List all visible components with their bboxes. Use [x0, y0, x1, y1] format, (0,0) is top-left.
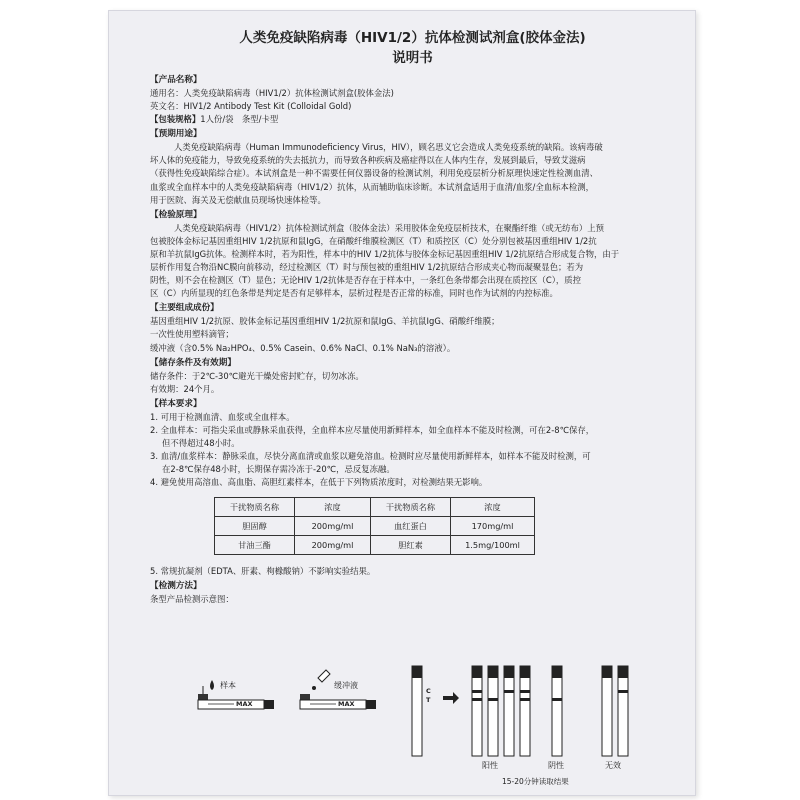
sample-item: 2. 全血样本：可指尖采血或静脉采血获得，全血样本应尽量使用新鲜样本，如全血样本不能及时检测，可在2-8℃保存， — [150, 424, 595, 435]
table-row — [215, 517, 535, 536]
section-components: 【主要组成成份】 — [150, 303, 219, 314]
principle-line: 区（C）内所显现的红色条带是判定是否有足够样本，层析过程是否正常的标准，同时也作为试剂的内控标准。 — [150, 288, 558, 299]
table-cell: 胆固醇 — [215, 517, 295, 536]
section-sample: 【样本要求】 — [150, 398, 202, 409]
package-spec-row — [150, 113, 675, 126]
table-cell: 170mg/ml — [451, 517, 535, 536]
sample-item: 4. 避免使用高溶血、高血脂、高胆红素样本，在低于下列物质浓度时，对检测结果无影响。 — [150, 477, 488, 488]
sample-item: 但不得超过48小时。 — [162, 437, 240, 448]
table-header: 浓度 — [451, 498, 535, 517]
table-cell: 胆红素 — [371, 536, 451, 555]
c-marker: C — [426, 687, 431, 695]
principle-line: 原和羊抗鼠IgG抗体。检测样本时，若为阳性，样本中的HIV 1/2抗体与胶体金标记基因重组HIV 1/2抗原结合形成复合物，由于 — [150, 248, 620, 259]
english-name: 英文名：HIV1/2 Antibody Test Kit (Colloidal Gold) — [150, 101, 352, 112]
document-subtitle: 说明书 — [392, 50, 433, 66]
max-marker: MAX — [236, 700, 253, 708]
section-product-name: 【产品名称】 — [150, 75, 202, 85]
max-marker: MAX — [338, 700, 355, 708]
table-header: 干扰物质名称 — [215, 498, 295, 517]
intended-line: 血浆或全血样本中的人类免疫缺陷病毒（HIV1/2）抗体，从而辅助临床诊断。本试剂盒适用于血清/血浆/全血标本检测， — [150, 181, 594, 192]
section-method: 【检测方法】 — [150, 581, 202, 592]
principle-line: 包被胶体金标记基因重组HIV 1/2抗原和鼠IgG，在硝酸纤维膜检测区（T）和质控区（C）处分别包被基因重组HIV 1/2抗 — [150, 235, 597, 246]
interference-table — [214, 497, 535, 555]
section-principle: 【检验原理】 — [150, 209, 202, 220]
section-package: 【包装规格】 — [150, 114, 201, 125]
common-name: 通用名：人类免疫缺陷病毒（HIV1/2）抗体检测试剂盒(胶体金法) — [150, 88, 394, 98]
table-header-row — [215, 498, 535, 517]
intended-line: 用于医院、海关及无偿献血员现场快速体检等。 — [150, 194, 326, 205]
table-row — [215, 536, 535, 555]
intended-line: 人类免疫缺陷病毒（Human Immunodeficiency Virus，HIV），顾名思义它会造成人类免疫系统的缺陷。该病毒破 — [174, 142, 603, 153]
section-storage: 【储存条件及有效期】 — [150, 357, 236, 368]
strip-illustration — [150, 656, 680, 796]
principle-line: 层析作用复合物沿NC膜向前移动，经过检测区（T）时与预包被的重组HIV 1/2抗原结合形成夹心物而凝聚显色；若为 — [150, 262, 584, 273]
table-cell: 200mg/ml — [295, 536, 371, 555]
t-marker: T — [426, 696, 431, 704]
principle-line: 阴性，则不会在检测区（T）显色；无论HIV 1/2抗体是否存在于样本中，一条红色条带都会出现在质控区（C），质控 — [150, 275, 582, 286]
document-title: 人类免疫缺陷病毒（HIV1/2）抗体检测试剂盒(胶体金法) — [239, 30, 586, 46]
table-cell: 200mg/ml — [295, 517, 371, 536]
storage-line: 有效期：24个月。 — [150, 383, 220, 394]
sample-label: 样本 — [220, 681, 236, 690]
component-line: 缓冲液（含0.5% Na₂HPO₄、0.5% Casein、0.6% NaCl、0.1% NaN₃的溶液）。 — [150, 342, 456, 353]
table-cell: 1.5mg/100ml — [451, 536, 535, 555]
sample-item-5: 5. 常规抗凝剂（EDTA、肝素、枸橼酸钠）不影响实验结果。 — [150, 566, 376, 577]
intended-line: 坏人体的免疫能力，导致免疫系统的失去抵抗力，而导致各种疾病及癌症得以在人体内生存，发展到最后，导致艾滋病 — [150, 155, 586, 166]
sample-item: 3. 血清/血浆样本：静脉采血，尽快分离血清或血浆以避免溶血。检测时应尽量使用新鲜样本，如样本不能及时检测，可 — [150, 451, 591, 462]
buffer-label: 缓冲液 — [334, 681, 358, 690]
sample-item: 1. 可用于检测血清、血浆或全血样本。 — [150, 411, 295, 422]
sample-item: 在2-8℃保存48小时，长期保存需冷冻于-20℃，忌反复冻融。 — [162, 464, 395, 475]
component-line: 基因重组HIV 1/2抗原、胶体金标记基因重组HIV 1/2抗原和鼠IgG、羊抗鼠IgG、硝酸纤维膜； — [150, 316, 500, 327]
table-cell: 甘油三酯 — [215, 536, 295, 555]
storage-line: 储存条件：于2℃-30℃避光干燥处密封贮存，切勿冰冻。 — [150, 370, 364, 381]
component-line: 一次性使用塑料滴管； — [150, 329, 234, 340]
intended-line: （获得性免疫缺陷综合症）。本试剂盒是一种不需要任何仪器设备的检测试剂，利用免疫层析分析原理快速定性检测血清、 — [150, 168, 599, 179]
read-time-note: 15-20分钟读取结果 — [502, 777, 569, 786]
principle-line: 人类免疫缺陷病毒（HIV1/2）抗体检测试剂盒（胶体金法）采用胶体金免疫层析技术，在聚酯纤维（或无纺布）上预 — [174, 222, 604, 233]
result-strips — [412, 666, 628, 756]
method-subtitle: 条型产品检测示意图： — [150, 594, 234, 605]
result-positive: 阳性 — [482, 761, 498, 770]
table-header: 干扰物质名称 — [371, 498, 451, 517]
result-invalid: 无效 — [605, 761, 621, 770]
table-header: 浓度 — [295, 498, 371, 517]
result-negative: 阴性 — [548, 761, 564, 770]
package-value: 1人份/袋 条型/卡型 — [200, 114, 279, 125]
document-body — [150, 28, 675, 607]
test-strip-diagram — [150, 656, 680, 796]
table-cell: 血红蛋白 — [371, 517, 451, 536]
section-intended-use: 【预期用途】 — [150, 129, 202, 140]
